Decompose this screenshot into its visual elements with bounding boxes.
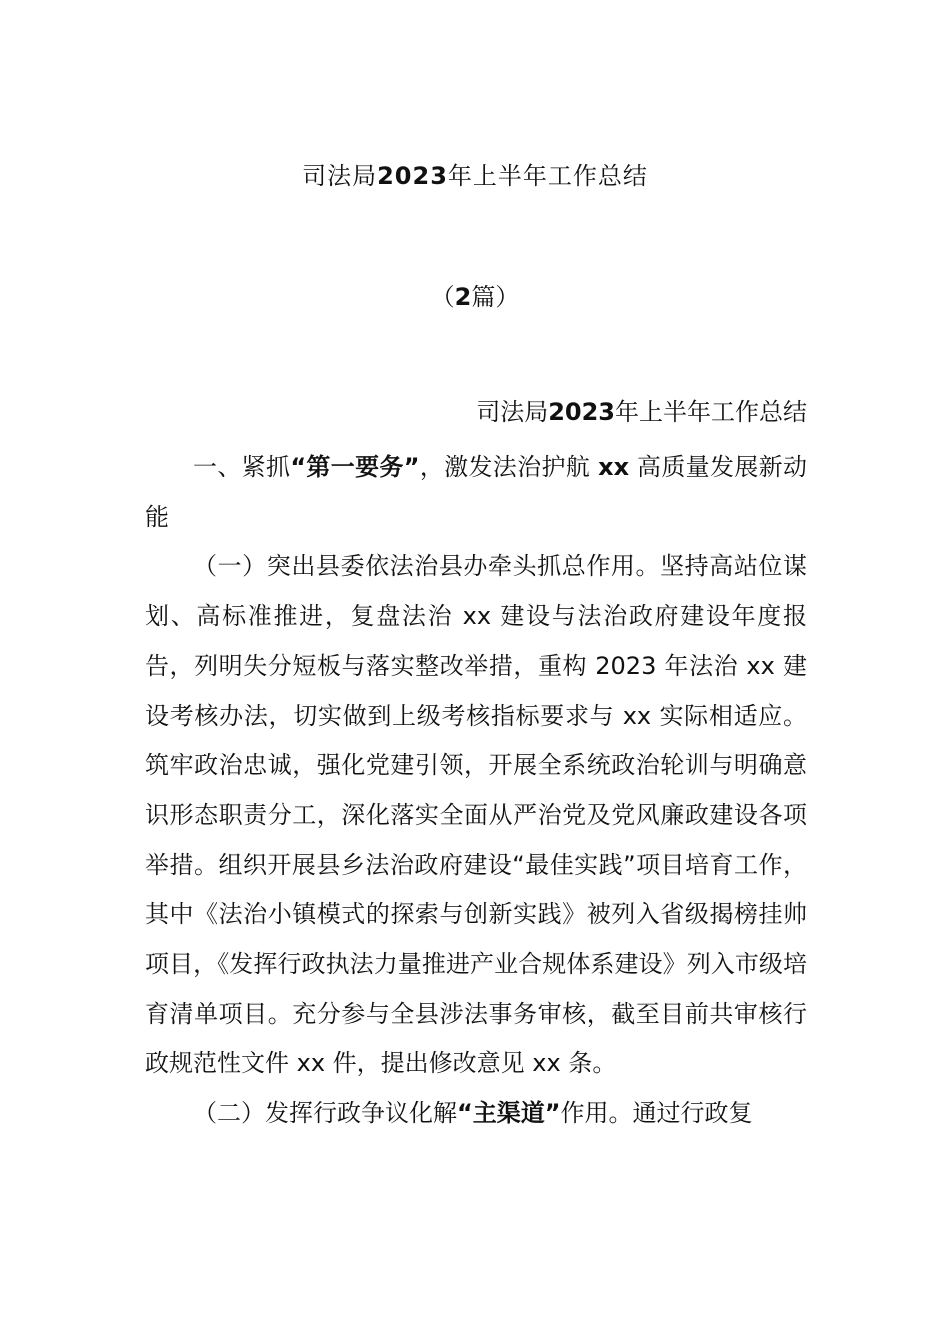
- section-1-part-a: 一、紧抓: [193, 453, 291, 481]
- paragraph-2-quote: “主渠道”: [457, 1099, 561, 1128]
- subtitle-count: 2: [454, 283, 472, 311]
- section-1-part-b: ，激发法治护航: [419, 453, 599, 481]
- paragraph-2-part-b: 作用。通过行政复: [560, 1099, 753, 1128]
- subtitle-open: （: [430, 283, 455, 311]
- section-1-xx: xx: [598, 453, 630, 481]
- title-suffix: 年上半年工作总结: [447, 162, 648, 190]
- section-heading-1: [145, 443, 807, 542]
- title-prefix: 司法局: [302, 162, 378, 190]
- document-title: [0, 160, 950, 192]
- paragraph-2: [145, 1089, 807, 1139]
- paragraph-1: （一）突出县委依法治县办牵头抓总作用。坚持高站位谋划、高标准推进，复盘法治 xx 建设与法治政府建设年度报告，列明失分短板与落实整改举措，重构 2023 年法治 xx 建设考核办法，切实做到上级考核指标要求与 xx 实际相适应。筑牢政治忠诚，强化党建引领，开展全系统政治轮训与明确意识形态职责分工，深化落实全面从严治党及党风廉政建设各项举措。组织开展县乡法治政府建设“最佳实践”项目培育工作，其中《法治小镇模式的探索与创新实践》被列入省级揭榜挂帅项目，《发挥行政执法力量推进产业合规体系建设》列入市级培育清单项目。充分参与全县涉法事务审核，截至目前共审核行政规范性文件 xx 件，提出修改意见 xx 条。: [145, 552, 807, 1078]
- section-1-part-c: 高质量发展新动能: [145, 453, 807, 531]
- subtitle-close: 篇）: [471, 283, 520, 311]
- article-heading: [145, 395, 807, 429]
- article-heading-prefix: 司法局: [476, 398, 549, 426]
- document-body: [145, 443, 807, 1139]
- section-1-quote: “第一要务”: [290, 453, 420, 481]
- title-year: 2023: [377, 162, 448, 190]
- article-heading-year: 2023: [548, 398, 615, 426]
- document-subtitle: [0, 281, 950, 313]
- paragraph-2-part-a: （二）发挥行政争议化解: [193, 1099, 457, 1128]
- article-heading-suffix: 年上半年工作总结: [615, 398, 807, 426]
